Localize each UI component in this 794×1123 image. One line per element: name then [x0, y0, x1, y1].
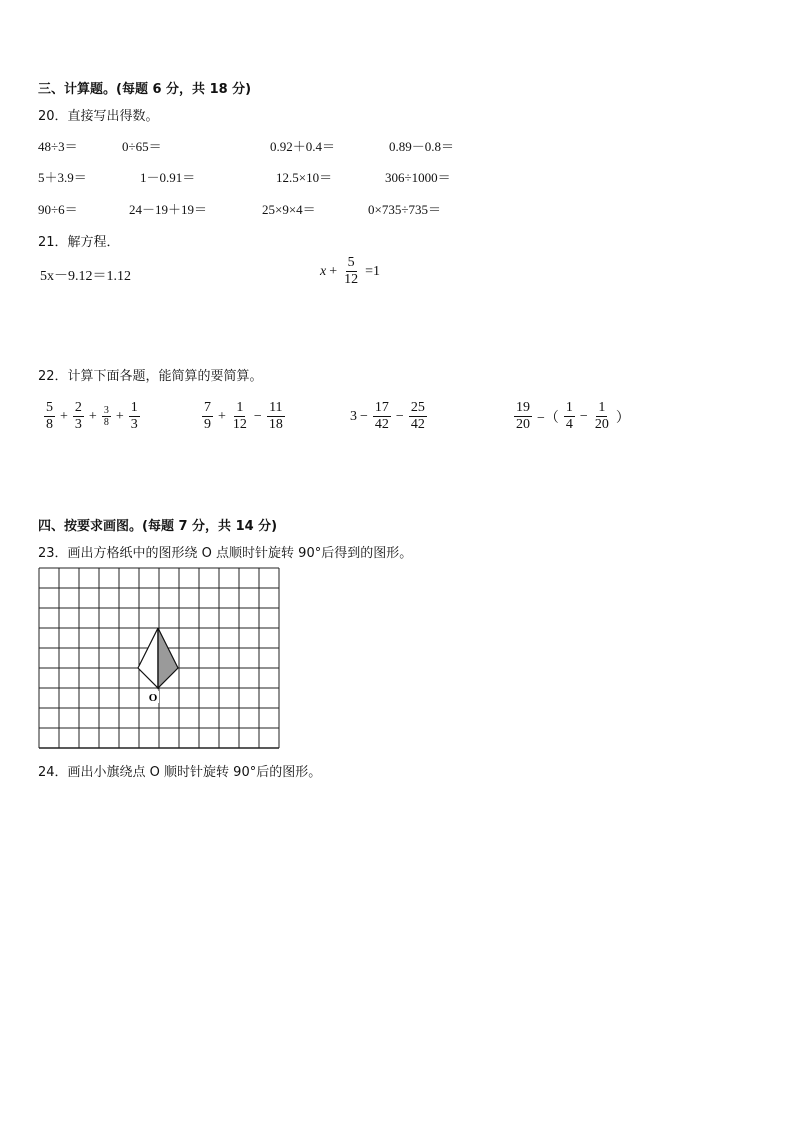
denominator: 42	[410, 417, 425, 433]
fraction	[44, 400, 55, 433]
denominator: 42	[374, 417, 389, 433]
calc-item: 5＋3.9＝	[38, 170, 87, 185]
expression-1	[42, 400, 142, 433]
fraction	[409, 400, 427, 433]
numerator: 25	[409, 400, 427, 417]
expression-4	[512, 400, 633, 433]
kite-shaded-half	[158, 628, 178, 688]
expression-2	[200, 400, 287, 433]
calc-item: 0.92＋0.4＝	[270, 139, 336, 154]
denominator: 8	[103, 417, 109, 429]
numerator: 1	[129, 400, 140, 417]
operator: −	[579, 408, 588, 424]
fraction	[202, 400, 213, 433]
denominator: 3	[130, 417, 138, 433]
numerator: 17	[373, 400, 391, 417]
calc-item: 0÷65＝	[122, 139, 162, 154]
denominator: 18	[268, 417, 283, 433]
kite-left-half	[138, 628, 158, 688]
fraction	[267, 400, 285, 433]
fraction	[129, 400, 140, 433]
calc-item: 24－19＋19＝	[129, 202, 208, 217]
lead-number: 3	[350, 408, 357, 424]
numerator: 5	[346, 255, 357, 272]
numerator: 5	[44, 400, 55, 417]
numerator: 19	[514, 400, 532, 417]
denominator: 12	[232, 417, 247, 433]
operator: −（	[537, 410, 559, 426]
numerator: 1	[564, 400, 575, 417]
fraction	[102, 405, 111, 429]
operator: +	[329, 263, 338, 279]
expression-3	[350, 400, 429, 433]
denominator: 12	[344, 272, 359, 288]
equation-1: 5x－9.12＝1.12	[40, 269, 131, 284]
operator: −	[253, 408, 262, 424]
numerator: 3	[103, 404, 109, 416]
fraction	[73, 400, 84, 433]
q21-prompt: 21．解方程．	[38, 235, 120, 250]
q24-prompt: 24．画出小旗绕点 O 顺时针旋转 90°后的图形。	[38, 765, 322, 780]
calc-item: 306÷1000＝	[385, 170, 451, 185]
fraction	[593, 400, 611, 433]
equation-2	[320, 255, 383, 288]
q20-prompt: 20．直接写出得数。	[38, 109, 159, 124]
operator: −	[395, 408, 404, 424]
denominator: 20	[594, 417, 609, 433]
point-o-label: O	[148, 692, 158, 704]
operator: +	[218, 408, 226, 424]
calc-item: 90÷6＝	[38, 202, 78, 217]
q22-prompt: 22．计算下面各题，能简算的要简算。	[38, 369, 263, 384]
denominator: 4	[565, 417, 573, 433]
q23-prompt: 23．画出方格纸中的图形绕 O 点顺时针旋转 90°后得到的图形。	[38, 546, 413, 561]
denominator: 8	[46, 417, 53, 433]
rhs: =1	[365, 263, 381, 279]
operator: +	[115, 408, 124, 424]
fraction	[564, 400, 575, 433]
operator: +	[88, 408, 97, 424]
numerator: 1	[596, 400, 607, 417]
close-paren: ）	[615, 410, 630, 426]
fraction	[514, 400, 532, 433]
calc-item: 25×9×4＝	[262, 202, 316, 217]
section4-heading: 四、按要求画图。(每题 7 分，共 14 分)	[38, 519, 278, 534]
section3-heading: 三、计算题。(每题 6 分，共 18 分)	[38, 82, 252, 97]
operator: −	[360, 408, 368, 424]
calc-item: 0×735÷735＝	[368, 202, 441, 217]
calc-item: 48÷3＝	[38, 139, 78, 154]
numerator: 11	[267, 400, 284, 417]
denominator: 20	[516, 417, 530, 433]
fraction	[342, 255, 360, 288]
calc-item: 0.89－0.8＝	[389, 139, 455, 154]
operator: +	[60, 408, 68, 424]
fraction	[373, 400, 391, 433]
grid-paper	[38, 567, 282, 751]
calc-item: 12.5×10＝	[276, 170, 333, 185]
variable-x: x	[320, 263, 327, 279]
fraction	[231, 400, 249, 433]
numerator: 7	[202, 400, 213, 417]
numerator: 2	[73, 400, 84, 417]
denominator: 3	[74, 417, 82, 433]
numerator: 1	[234, 400, 245, 417]
calc-item: 1－0.91＝	[140, 170, 196, 185]
denominator: 9	[204, 417, 211, 433]
